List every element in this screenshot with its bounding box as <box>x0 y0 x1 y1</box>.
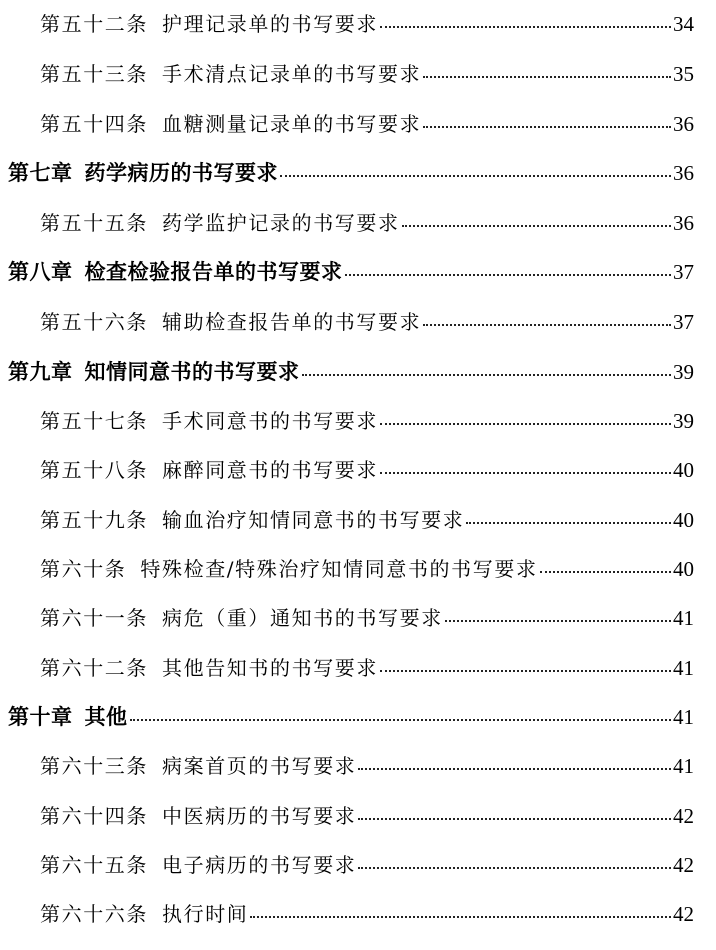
dot-leader <box>423 125 671 128</box>
toc-entry-article-55[interactable] <box>40 207 694 241</box>
toc-entry-article-52[interactable] <box>40 8 694 42</box>
toc-entry-chapter-7[interactable] <box>8 157 694 191</box>
toc-entry-title <box>40 504 464 533</box>
toc-page-number: 34 <box>673 12 694 36</box>
toc-entry-article-66[interactable] <box>40 898 694 932</box>
toc-entry-chapter-8[interactable] <box>8 256 694 290</box>
toc-entry-text: 药学病历的书写要求 <box>84 161 278 185</box>
toc-page-number: 42 <box>673 902 694 926</box>
dot-leader <box>380 669 671 672</box>
toc-entry-text: 护理记录单的书写要求 <box>162 12 378 36</box>
toc-entry-article-64[interactable] <box>40 800 694 834</box>
toc-entry-title <box>40 306 421 335</box>
toc-page-number: 40 <box>673 557 694 581</box>
dot-leader <box>423 323 671 326</box>
toc-page-number: 39 <box>673 409 694 433</box>
toc-entry-title <box>40 652 378 681</box>
toc-entry-text: 病危（重）通知书的书写要求 <box>162 606 443 630</box>
dot-leader <box>250 915 671 918</box>
toc-entry-article-57[interactable] <box>40 405 694 439</box>
toc-entry-number: 第五十二条 <box>40 12 148 36</box>
toc-entry-article-60[interactable] <box>40 553 694 587</box>
dot-leader <box>358 866 671 869</box>
toc-entry-title <box>40 800 356 829</box>
toc-entry-title <box>40 405 378 434</box>
toc-entry-title <box>40 8 378 37</box>
toc-page-number: 41 <box>673 705 694 729</box>
toc-entry-chapter-10[interactable] <box>8 701 694 735</box>
toc-entry-text: 电子病历的书写要求 <box>162 853 357 877</box>
toc-entry-text: 中医病历的书写要求 <box>162 804 357 828</box>
toc-entry-title <box>40 602 443 631</box>
toc-entry-title <box>40 750 356 779</box>
toc-entry-title <box>8 356 300 386</box>
toc-entry-text: 知情同意书的书写要求 <box>84 360 300 384</box>
toc-entry-number: 第五十五条 <box>40 211 148 235</box>
toc-entry-text: 药学监护记录的书写要求 <box>162 211 400 235</box>
toc-entry-article-63[interactable] <box>40 750 694 784</box>
toc-entry-article-62[interactable] <box>40 652 694 686</box>
dot-leader <box>345 273 672 276</box>
dot-leader <box>423 75 671 78</box>
toc-entry-number: 第五十七条 <box>40 409 148 433</box>
toc-page-number: 41 <box>673 606 694 630</box>
toc-page-number: 40 <box>673 458 694 482</box>
toc-entry-article-58[interactable] <box>40 454 694 488</box>
toc-entry-number: 第六十条 <box>40 557 127 581</box>
toc-entry-number: 第五十九条 <box>40 508 148 532</box>
dot-leader <box>380 471 671 474</box>
toc-entry-title <box>40 898 248 927</box>
toc-entry-number: 第六十六条 <box>40 902 148 926</box>
toc-page-number: 39 <box>673 360 694 384</box>
dot-leader <box>402 224 671 227</box>
toc-entry-number: 第五十八条 <box>40 458 148 482</box>
toc-entry-number: 第八章 <box>8 260 73 284</box>
toc-entry-text: 输血治疗知情同意书的书写要求 <box>162 508 465 532</box>
toc-entry-text: 辅助检查报告单的书写要求 <box>162 310 422 334</box>
toc-entry-number: 第六十一条 <box>40 606 148 630</box>
toc-entry-title <box>40 849 356 878</box>
toc-entry-title <box>40 553 538 582</box>
toc-entry-number: 第六十五条 <box>40 853 148 877</box>
toc-entry-article-59[interactable] <box>40 504 694 538</box>
dot-leader <box>280 174 671 177</box>
toc-entry-number: 第五十六条 <box>40 310 148 334</box>
toc-entry-title <box>40 454 378 483</box>
toc-entry-text: 特殊检查/特殊治疗知情同意书的书写要求 <box>140 557 538 581</box>
toc-entry-title <box>8 256 343 286</box>
toc-entry-number: 第五十四条 <box>40 112 148 136</box>
toc-entry-number: 第六十二条 <box>40 656 148 680</box>
toc-page-number: 35 <box>673 62 694 86</box>
toc-entry-text: 手术同意书的书写要求 <box>162 409 378 433</box>
toc-entry-text: 病案首页的书写要求 <box>162 754 357 778</box>
dot-leader <box>358 767 671 770</box>
dot-leader <box>445 619 671 622</box>
toc-page-number: 41 <box>673 754 694 778</box>
toc-entry-number: 第六十四条 <box>40 804 148 828</box>
dot-leader <box>302 373 672 376</box>
toc-entry-number: 第五十三条 <box>40 62 148 86</box>
toc-entry-title <box>40 108 421 137</box>
dot-leader <box>466 521 671 524</box>
toc-page-number: 41 <box>673 656 694 680</box>
toc-page-number: 36 <box>673 211 694 235</box>
toc-entry-text: 血糖测量记录单的书写要求 <box>162 112 422 136</box>
dot-leader <box>380 25 671 28</box>
toc-page-number: 36 <box>673 112 694 136</box>
toc-entry-text: 麻醉同意书的书写要求 <box>162 458 378 482</box>
dot-leader <box>380 422 671 425</box>
toc-entry-text: 其他告知书的书写要求 <box>162 656 378 680</box>
toc-page-number: 40 <box>673 508 694 532</box>
toc-entry-text: 检查检验报告单的书写要求 <box>84 260 343 284</box>
toc-page-number: 37 <box>673 260 694 284</box>
toc-entry-text: 其他 <box>84 705 128 729</box>
toc-entry-number: 第十章 <box>8 705 73 729</box>
toc-page-number: 42 <box>673 853 694 877</box>
toc-entry-title <box>40 207 400 236</box>
toc-entry-text: 执行时间 <box>162 902 249 926</box>
toc-entry-title <box>8 701 128 731</box>
toc-entry-title <box>8 157 278 187</box>
toc-entry-article-54[interactable] <box>40 108 694 142</box>
toc-entry-number: 第七章 <box>8 161 73 185</box>
toc-entry-title <box>40 58 421 87</box>
toc-entry-number: 第九章 <box>8 360 73 384</box>
toc-entry-article-56[interactable] <box>40 306 694 340</box>
toc-entry-chapter-9[interactable] <box>8 356 694 390</box>
toc-entry-article-53[interactable] <box>40 58 694 92</box>
dot-leader <box>130 718 672 721</box>
toc-page-number: 36 <box>673 161 694 185</box>
toc-entry-article-65[interactable] <box>40 849 694 883</box>
toc-entry-number: 第六十三条 <box>40 754 148 778</box>
toc-page-number: 42 <box>673 804 694 828</box>
toc-entry-article-61[interactable] <box>40 602 694 636</box>
toc-entry-text: 手术清点记录单的书写要求 <box>162 62 422 86</box>
dot-leader <box>358 817 671 820</box>
dot-leader <box>540 570 671 573</box>
toc-page-number: 37 <box>673 310 694 334</box>
